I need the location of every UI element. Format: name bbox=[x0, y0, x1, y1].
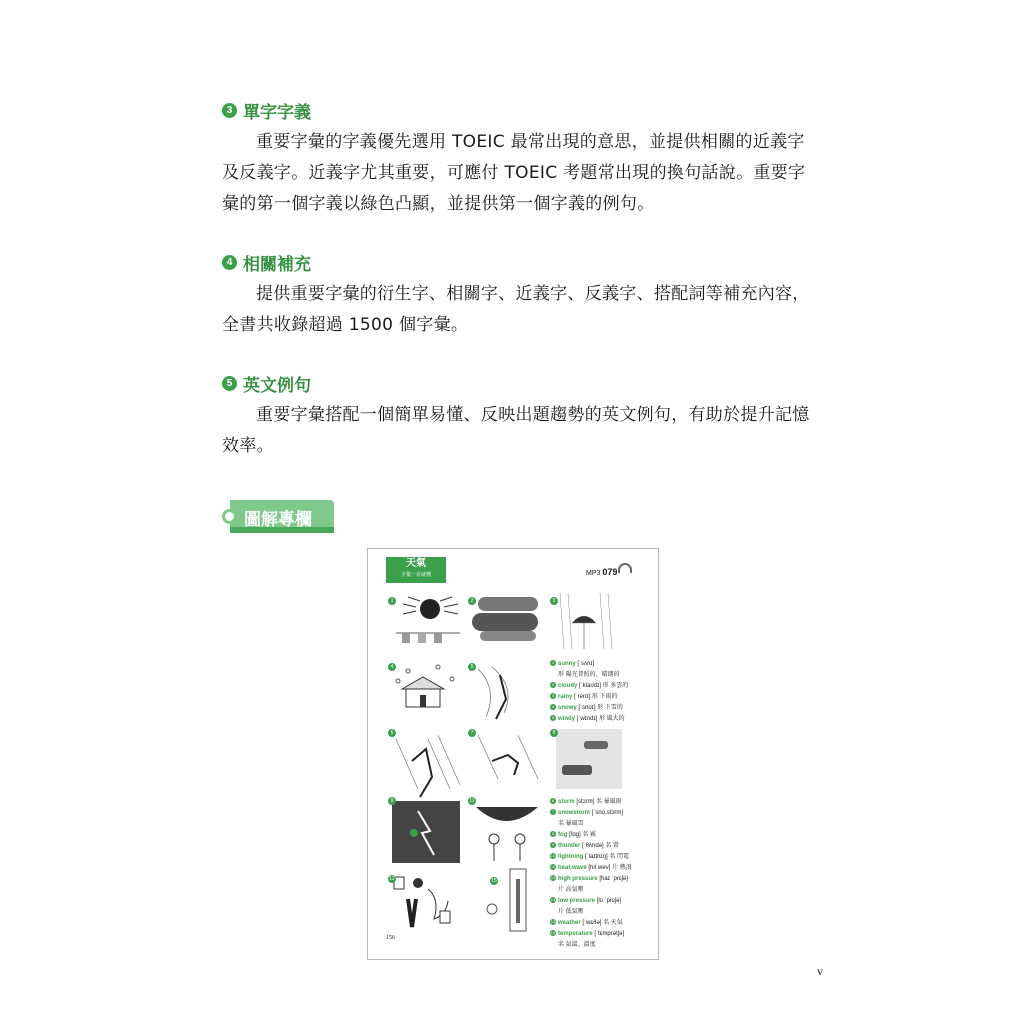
pressure-map-illustration bbox=[394, 877, 450, 927]
cell-number-badge: 9 bbox=[388, 797, 396, 805]
section-related-supplement bbox=[222, 249, 812, 341]
cell-number-badge: 11 bbox=[469, 798, 475, 804]
illustration-column-banner bbox=[222, 500, 334, 533]
cell-number-badge: 5 bbox=[468, 663, 476, 671]
vocab-entry: 6 storm [stɔrm] 名 暴風雨 bbox=[551, 798, 622, 805]
section-title: 單字字義 bbox=[243, 102, 311, 123]
vocab-definition: 片 低氣壓 bbox=[558, 909, 584, 915]
vocab-entry: 8 fog [fɑg] 名 霧 bbox=[551, 831, 597, 838]
vocab-entry: 1 sunny [ˈsʌnɪ] bbox=[551, 660, 595, 667]
number-badge: 3 bbox=[222, 103, 237, 118]
topic-title: 天氣 bbox=[406, 558, 426, 569]
vocab-entry: 11 heat wave [hit wev] 片 熱浪 bbox=[550, 864, 632, 871]
mp3-track-number: 079 bbox=[602, 567, 618, 577]
fog-illustration bbox=[556, 729, 622, 789]
section-heading bbox=[222, 97, 812, 123]
banner-dot-icon bbox=[222, 509, 237, 524]
sample-page-image bbox=[367, 548, 659, 960]
vocab-entry: 4 snowy [ˈsnoɪ] 形 下雪的 bbox=[551, 704, 623, 711]
cell-number-badge: 1 bbox=[388, 597, 396, 605]
vocab-entry: 12 high pressure [haɪ ˈprɛʃə] bbox=[550, 875, 628, 882]
number-badge: 5 bbox=[222, 376, 237, 391]
section-paragraph: 重要字彙搭配一個簡單易懂、反映出題趨勢的英文例句，有助於提升記憶效率。 bbox=[222, 405, 810, 456]
vocab-entry: 5 windy [ˈwɪndɪ] 形 風大的 bbox=[551, 715, 625, 722]
section-english-examples bbox=[222, 370, 812, 462]
inset-page-number: 156 bbox=[386, 935, 395, 941]
vocab-entry: 7 snowstorm [ˈsno,stɔrm] bbox=[551, 809, 624, 816]
heat-wave-illustration bbox=[476, 807, 538, 861]
section-paragraph: 提供重要字彙的衍生字、相關字、近義字、反義字、搭配詞等補充內容，全書共收錄超過 1500 個字彙。 bbox=[222, 284, 810, 335]
snowstorm-illustration bbox=[478, 735, 538, 779]
vocab-entry: 2 cloudy [ˈklaʊdɪ] 形 多雲的 bbox=[551, 682, 629, 689]
vocab-entry: 10 lightning [ˈlaɪtnɪŋ] 名 閃電 bbox=[550, 853, 629, 860]
section-heading bbox=[222, 249, 812, 275]
vocab-entry: 9 thunder [ˈθʌndə] 名 雷 bbox=[551, 842, 620, 849]
section-title: 英文例句 bbox=[243, 375, 311, 396]
mp3-text: MP3 bbox=[586, 570, 601, 577]
sun-illustration bbox=[396, 597, 460, 643]
cloud-illustration bbox=[472, 597, 538, 641]
section-paragraph: 重要字彙的字義優先選用 TOEIC 最常出現的意思，並提供相關的近義字及反義字。近義字尤其重要，可應付 TOEIC 考題常出現的換句話說。重要字彙的第一個字義以綠色凸顯，並提供第一個字義的例句。 bbox=[222, 132, 806, 214]
cell-number-badge: 7 bbox=[468, 729, 476, 737]
vocab-list-top bbox=[550, 659, 628, 725]
thunder-illustration bbox=[392, 801, 460, 863]
topic-subtitle: 字彙一看就懂 bbox=[400, 572, 431, 578]
number-badge: 4 bbox=[222, 255, 237, 270]
rain-illustration bbox=[560, 593, 612, 649]
cell-number-badge: 12 bbox=[389, 876, 395, 882]
cell-number-badge: 6 bbox=[388, 729, 396, 737]
vocab-definition: 形 陽光普照的、晴朗的 bbox=[558, 672, 620, 678]
wind-illustration bbox=[478, 667, 508, 719]
section-word-meaning bbox=[222, 97, 812, 220]
cell-number-badge: 4 bbox=[388, 663, 396, 671]
section-heading bbox=[222, 370, 812, 396]
cell-number-badge: 3 bbox=[550, 597, 558, 605]
vocab-definition: 名 暴風雪 bbox=[558, 821, 584, 827]
section-title: 相關補充 bbox=[243, 254, 311, 275]
vocab-definition: 片 高氣壓 bbox=[558, 887, 584, 893]
vocab-entry: 13 low pressure [lo ˈprɛʃə] bbox=[550, 897, 622, 904]
storm-illustration bbox=[396, 735, 460, 797]
cell-number-badge: 15 bbox=[491, 878, 497, 884]
vocab-entry: 14 weather [ˈwɛðə] 名 天氣 bbox=[550, 919, 623, 926]
vocab-entry: 3 rainy [ˈrenɪ] 形 下雨的 bbox=[551, 693, 618, 700]
vocab-definition: 名 氣溫、溫度 bbox=[558, 942, 596, 948]
cell-number-badge: 2 bbox=[468, 597, 476, 605]
cell-number-badge: 8 bbox=[550, 729, 558, 737]
snow-house-illustration bbox=[396, 665, 454, 707]
vocab-entry: 15 temperature [ˈtɛmprətʃə] bbox=[550, 930, 625, 937]
vocab-list-bottom bbox=[550, 797, 632, 951]
page-number: v bbox=[817, 964, 823, 978]
banner-label: 圖解專欄 bbox=[244, 510, 312, 530]
